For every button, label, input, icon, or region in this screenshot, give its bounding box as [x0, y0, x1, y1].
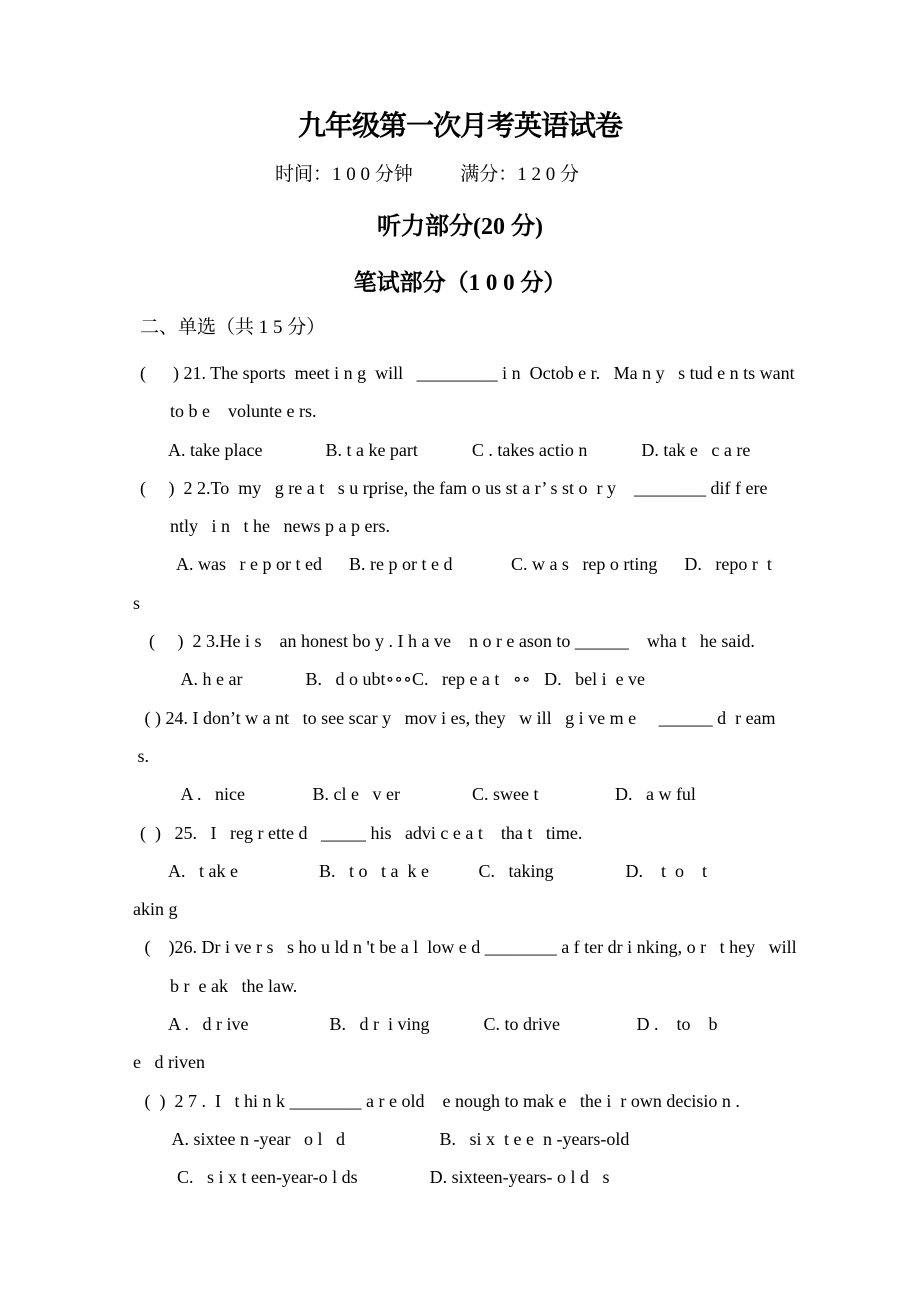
q22-options-overflow: s [133, 592, 141, 613]
written-section-heading: 笔试部分（1 0 0 分） [353, 270, 567, 295]
q26-options: A . d r ive B. d r i ving C. to drive D . to b [168, 1014, 718, 1035]
q21-stem: ( ) 21. The sports meet i n g will _________ i n Octob e r. Ma n y s tud e n ts want [140, 363, 795, 383]
listening-section-heading: 听力部分(20 分) [377, 214, 543, 240]
q22-options: A. was r e p or t ed B. re p or t e d C. w a s rep o rting D. repo r t [168, 554, 772, 575]
q27-options-ab: A. sixtee n -year o l d B. si x t e e n -years-old [168, 1128, 630, 1149]
q23-stem: ( ) 2 3.He i s an honest bo y . I h a ve n o r e ason to ______ wha t he said. [140, 631, 755, 652]
q21-stem-cont: to b e volunte e rs. [170, 401, 317, 422]
q22-stem-cont: ntly i n t he news p a p ers. [170, 516, 390, 537]
q22-stem: ( ) 2 2.To my g re a t s u rprise, the fam o us st a r’ s st o r y ________ dif f ere [140, 477, 768, 498]
q26-stem: ( )26. Dr i ve r s s ho u ld n 't be a l low e d ________ a f ter dr i nking, o r t hey will [140, 937, 797, 958]
q25-options-overflow: akin g [133, 899, 178, 920]
q27-options-cd: C. s i x t een-year-o l ds D. sixteen-years- o l d s [168, 1167, 610, 1188]
q26-stem-cont: b r e ak the law. [170, 975, 298, 996]
exam-meta-time-score: 时间：1 0 0 分钟 满分：1 2 0 分 [275, 164, 580, 185]
q26-options-overflow: e d riven [133, 1052, 205, 1073]
q23-options: A. h e ar B. d o ubt∘∘∘C. rep e a t ∘∘ D. bel i e ve [168, 669, 646, 690]
q25-stem: ( ) 25. I reg r ette d _____ his advi c e a t tha t time. [140, 822, 583, 843]
q21-options: A. take place B. t a ke part C . takes actio n D. tak e c a re [168, 439, 751, 460]
q24-options: A . nice B. cl e v er C. swee t D. a w ful [168, 784, 696, 805]
q25-options: A. t ak e B. t o t a k e C. taking D. t o t [168, 860, 707, 881]
questions-block [0, 354, 920, 1197]
multiple-choice-section-heading: 二、单选（共 1 5 分） [140, 317, 326, 338]
q27-stem: ( ) 2 7 . I t hi n k ________ a r e old e nough to mak e the i r own decisio n . [140, 1090, 740, 1111]
q24-stem: ( ) 24. I don’t w a nt to see scar y mov i es, they w ill g i ve m e ______ d r eam [140, 707, 776, 728]
q24-stem-overflow: s. [133, 745, 150, 766]
exam-title: 九年级第一次月考英语试卷 [297, 111, 622, 142]
